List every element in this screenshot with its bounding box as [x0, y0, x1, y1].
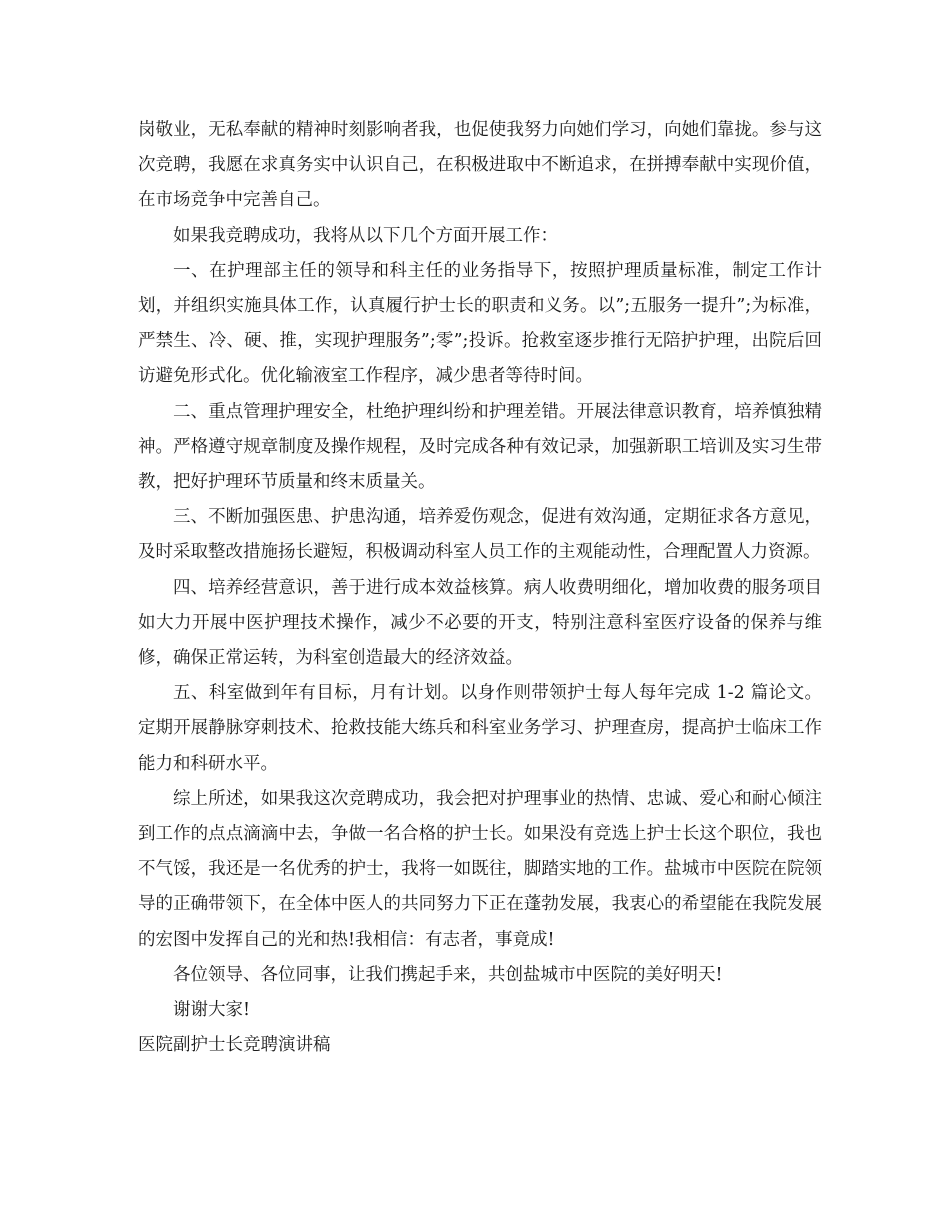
- document-body: [138, 113, 822, 1063]
- paragraph-6: 四、培养经营意识，善于进行成本效益核算。病人收费明细化，增加收费的服务项目如大力开展中医护理技术操作，减少不必要的开支，特别注意科室医疗设备的保养与维修，确保正常运转，为科室创造最大的经济效益。: [138, 577, 822, 669]
- paragraph-4: 二、重点管理护理安全，杜绝护理纠纷和护理差错。开展法律意识教育，培养慎独精神。严格遵守规章制度及操作规程，及时完成各种有效记录，加强新职工培训及实习生带教，把好护理环节质量和终末质量关。: [138, 401, 822, 493]
- next-document-title: 医院副护士长竞聘演讲稿: [138, 1035, 331, 1056]
- paragraph-1: 岗敬业，无私奉献的精神时刻影响者我，也促使我努力向她们学习，向她们靠拢。参与这次竞聘，我愿在求真务实中认识自己，在积极进取中不断追求，在拼搏奉献中实现价值，在市场竞争中完善自己。: [138, 120, 822, 211]
- paragraph-9: 各位领导、各位同事，让我们携起手来，共创盐城市中医院的美好明天!: [173, 964, 723, 985]
- paragraph-10: 谢谢大家!: [173, 1000, 251, 1021]
- paragraph-8: 综上所述，如果我这次竞聘成功，我会把对护理事业的热情、忠诚、爱心和耐心倾注到工作的点点滴滴中去，争做一名合格的护士长。如果没有竞选上护士长这个职位，我也不气馁，我还是一名优秀的护士，我将一如既往，脚踏实地的工作。盐城市中医院在院领导的正确带领下，在全体中医人的共同努力下正在蓬勃发展，我衷心的希望能在我院发展的宏图中发挥自己的光和热!我相信：有志者，事竟成!: [138, 788, 822, 950]
- paragraph-5: 三、不断加强医患、护患沟通，培养爱伤观念，促进有效沟通，定期征求各方意见，及时采取整改措施扬长避短，积极调动科室人员工作的主观能动性，合理配置人力资源。: [138, 507, 822, 563]
- paragraph-2: 如果我竞聘成功，我将从以下几个方面开展工作：: [173, 225, 558, 246]
- paragraph-7: 五、科室做到年有目标，月有计划。以身作则带领护士每人每年完成 1-2 篇论文。定期开展静脉穿刺技术、抢救技能大练兵和科室业务学习、护理查房，提高护士临床工作能力和科研水平。: [138, 683, 822, 774]
- paragraph-3: 一、在护理部主任的领导和科主任的业务指导下，按照护理质量标准，制定工作计划，并组织实施具体工作，认真履行护士长的职责和义务。以”;五服务一提升”;为标准，严禁生、冷、硬、推，实现护理服务”;零”;投诉。抢救室逐步推行无陪护护理，出院后回访避免形式化。优化输液室工作程序，减少患者等待时间。: [138, 260, 822, 387]
